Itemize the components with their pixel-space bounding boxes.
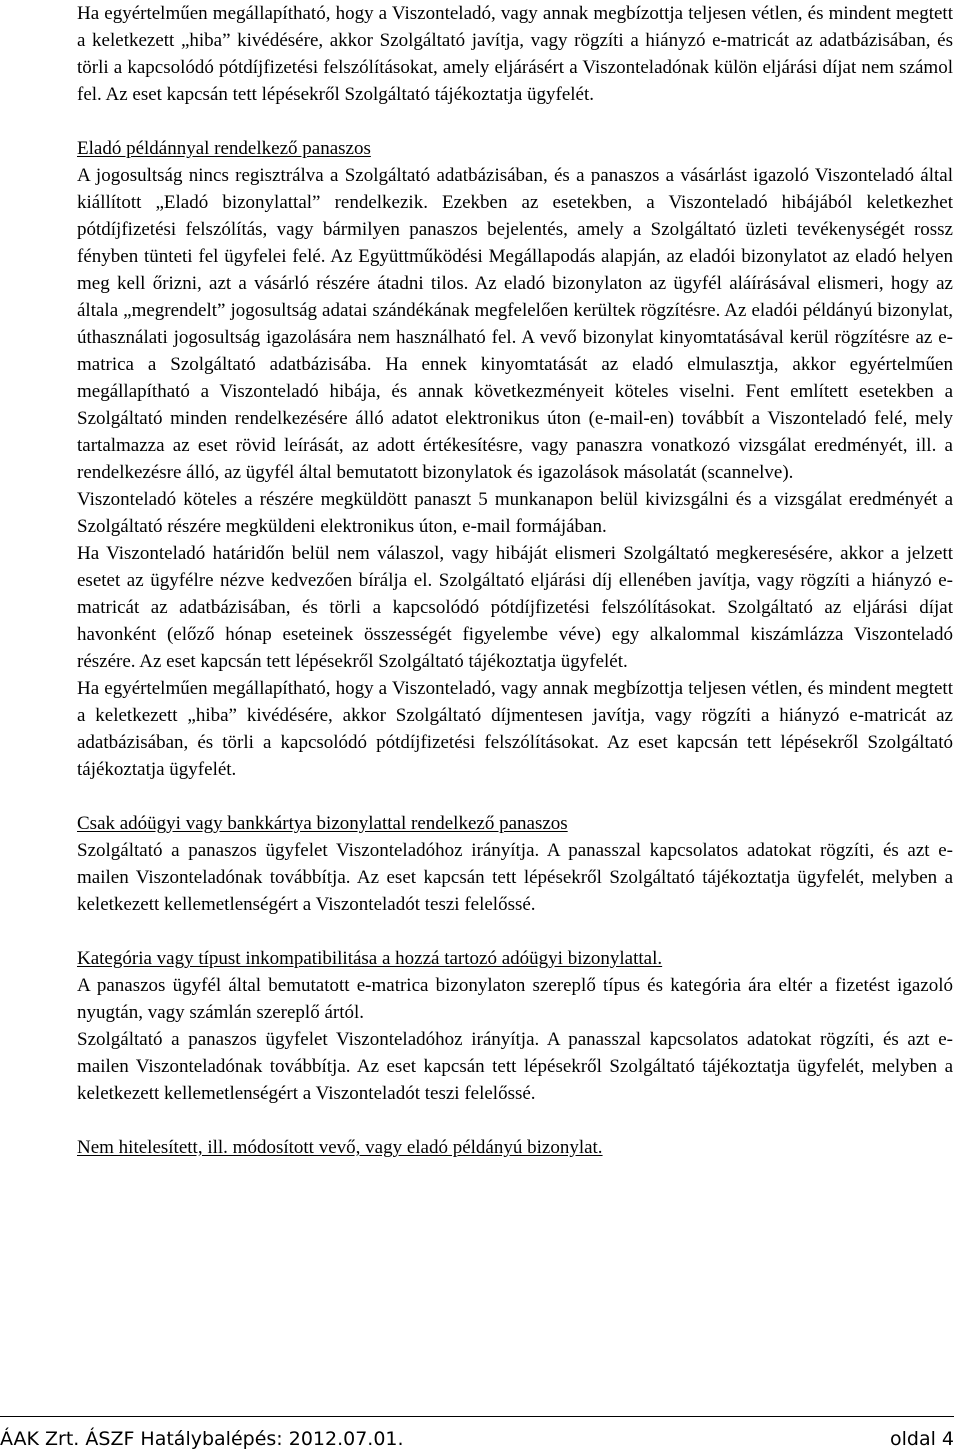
- document-body: [77, 0, 953, 1161]
- paragraph: Szolgáltató a panaszos ügyfelet Viszonteladóhoz irányítja. A panasszal kapcsolatos adatokat rögzíti, és azt e-mailen Viszonteladónak továbbítja. Az eset kapcsán tett lépésekről Szolgáltató tájékoztatja ügyfelét, melyben a keletkezett kellemetlenségért a Viszonteladót teszi felelőssé.: [77, 840, 953, 915]
- paragraph: Ha egyértelműen megállapítható, hogy a Viszonteladó, vagy annak megbízottja teljesen vétlen, és mindent megtett a keletkezett „hiba” kivédésére, akkor Szolgáltató javítja, vagy rögzíti a hiányzó e-matricát az adatbázisában, és törli a kapcsolódó pótdíjfizetési felszólításokat, amely eljárásért a Viszonteladónak külön eljárási díjat nem számol fel. Az eset kapcsán tett lépésekről Szolgáltató tájékoztatja ügyfelét.: [77, 3, 953, 105]
- paragraph: Ha egyértelműen megállapítható, hogy a Viszonteladó, vagy annak megbízottja teljesen vétlen, és mindent megtett a keletkezett „hiba” kivédésére, akkor Szolgáltató díjmentesen javítja, vagy rögzíti a hiányzó e-matricát az adatbázisában, és törli a kapcsolódó pótdíjfizetési felszólításokat. Az eset kapcsán tett lépésekről Szolgáltató tájékoztatja ügyfelét.: [77, 678, 953, 780]
- paragraph: Viszonteladó köteles a részére megküldött panaszt 5 munkanapon belül kivizsgálni és a vizsgálat eredményét a Szolgáltató részére megküldeni elektronikus úton, e-mail formájában.: [77, 489, 953, 537]
- section-heading: Kategória vagy típust inkompatibilitása a hozzá tartozó adóügyi bizonylattal.: [77, 948, 663, 969]
- paragraph: A panaszos ügyfél által bemutatott e-matrica bizonylaton szereplő típus és kategória ára eltér a fizetést igazoló nyugtán, vagy számlán szereplő ártól.: [77, 975, 953, 1023]
- spacer: [77, 1107, 953, 1134]
- footer-page-number: oldal 4: [889, 1428, 954, 1450]
- spacer: [77, 918, 953, 945]
- section-heading: Eladó példánnyal rendelkező panaszos: [77, 138, 371, 159]
- paragraph: Szolgáltató a panaszos ügyfelet Viszonteladóhoz irányítja. A panasszal kapcsolatos adatokat rögzíti, és azt e-mailen Viszonteladónak továbbítja. Az eset kapcsán tett lépésekről Szolgáltató tájékoztatja ügyfelét, melyben a keletkezett kellemetlenségért a Viszonteladót teszi felelőssé.: [77, 1029, 953, 1104]
- page-footer: [0, 1416, 954, 1455]
- paragraph: Ha Viszonteladó határidőn belül nem válaszol, vagy hibáját elismeri Szolgáltató megkeresésére, akkor a jelzett esetet az ügyfélre nézve kedvezően bírálja el. Szolgáltató eljárási díj ellenében javítja, vagy rögzíti a hiányzó e-matricát az adatbázisában, és törli a kapcsolódó pótdíjfizetési felszólításokat. Szolgáltató az eljárási díjat havonként (előző hónap eseteinek összességét figyelembe véve) egy alkalommal kiszámlázza Viszonteladó részére. Az eset kapcsán tett lépésekről Szolgáltató tájékoztatja ügyfelét.: [77, 543, 953, 672]
- footer-company-date: ÁAK Zrt. ÁSZF Hatálybalépés: 2012.07.01.: [0, 1428, 404, 1450]
- section-heading: Csak adóügyi vagy bankkártya bizonylattal rendelkező panaszos: [77, 813, 568, 834]
- paragraph: A jogosultság nincs regisztrálva a Szolgáltató adatbázisában, és a panaszos a vásárlást igazoló Viszonteladó által kiállított „Eladó bizonylattal” rendelkezik. Ezekben az esetekben, a Viszonteladó hibájából keletkezhet pótdíjfizetési felszólítás, vagy bármilyen panaszos bejelentés, amely a Szolgáltató üzleti tevékenységét rossz fényben tünteti fel ügyfelei felé. Az Együttműködési Megállapodás alapján, az eladói bizonylatot az eladó helyen meg kell őrizni, azt a vásárló részére átadni tilos. Az eladó bizonylaton az ügyfél aláírásával elismeri, hogy az általa „megrendelt” jogosultság adatai szándékának megfelelően kerültek rögzítésre. Az eladói példányú bizonylat, úthasználati jogosultság igazolására nem használható fel. A vevő bizonylat kinyomtatásával kerül rögzítésre az e-matrica a Szolgáltató adatbázisába. Ha ennek kinyomtatását az eladó elmulasztja, akkor egyértelműen megállapítható a Viszonteladó hibája, és annak következményeit köteles viselni. Fent említett esetekben a Szolgáltató minden rendelkezésére álló adatot elektronikus úton (e-mail-en) továbbít a Viszonteladó felé, mely tartalmazza az eset rövid leírását, az adott értékesítésre, vagy panaszra vonatkozó vizsgálat eredményét, ill. a rendelkezésre álló, az ügyfél által bemutatott bizonylatok és igazolások másolatát (scannelve).: [77, 165, 953, 483]
- section-heading: Nem hitelesített, ill. módosított vevő, vagy eladó példányú bizonylat.: [77, 1137, 603, 1158]
- spacer: [77, 108, 953, 135]
- spacer: [77, 783, 953, 810]
